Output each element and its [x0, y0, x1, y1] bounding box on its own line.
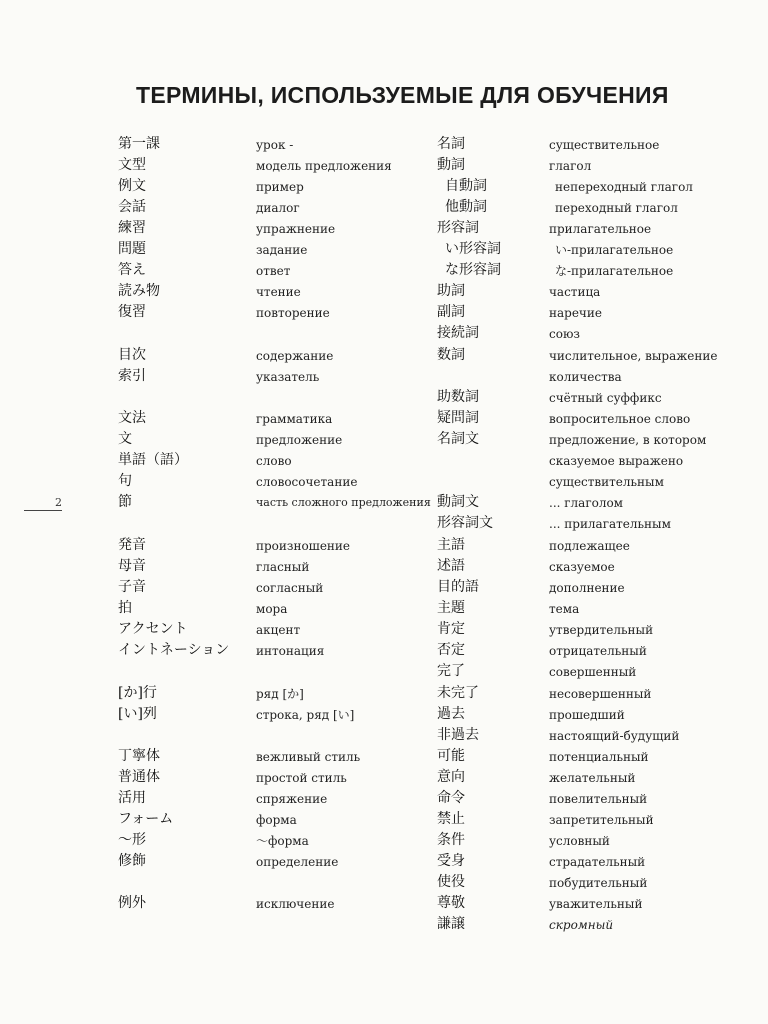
term-japanese: [い]列 — [118, 706, 157, 722]
page-number: 2 — [24, 496, 62, 511]
term-row — [118, 556, 438, 577]
term-japanese: 普通体 — [118, 769, 160, 785]
term-russian: повелительный — [549, 792, 648, 806]
term-russian: скромный — [549, 918, 614, 932]
term-row — [437, 471, 757, 492]
term-row — [118, 429, 438, 450]
term-japanese: 未完了 — [437, 685, 479, 701]
term-japanese: 会話 — [118, 199, 146, 215]
term-japanese: 非過去 — [437, 727, 479, 743]
term-japanese: 過去 — [437, 706, 465, 722]
term-russian: побудительный — [549, 876, 648, 890]
term-russian: прилагательное — [549, 222, 652, 236]
term-russian: указатель — [256, 370, 320, 384]
term-russian: исключение — [256, 897, 335, 911]
term-row — [118, 134, 438, 155]
term-russian: сказуемое — [549, 560, 615, 574]
term-russian: подлежащее — [549, 539, 630, 553]
term-russian: потенциальный — [549, 750, 649, 764]
term-russian: страдательный — [549, 855, 646, 869]
term-japanese: 主題 — [437, 600, 465, 616]
term-russian: существительным — [549, 475, 664, 489]
term-row — [437, 725, 757, 746]
term-russian: слово — [256, 454, 292, 468]
term-japanese: 他動詞 — [445, 199, 487, 215]
term-russian: несовершенный — [549, 687, 652, 701]
term-row — [118, 577, 438, 598]
term-russian: союз — [549, 327, 580, 341]
term-russian: пример — [256, 180, 304, 194]
term-japanese: 否定 — [437, 642, 465, 658]
term-russian: предложение, в котором — [549, 433, 707, 447]
term-russian: упражнение — [256, 222, 336, 236]
term-japanese: 命令 — [437, 790, 465, 806]
term-japanese: 動詞文 — [437, 494, 479, 510]
term-russian: мора — [256, 602, 288, 616]
term-row — [437, 683, 757, 704]
term-row — [437, 281, 757, 302]
term-row — [437, 513, 757, 534]
term-japanese: 第一課 — [118, 136, 160, 152]
term-russian: урок - — [256, 138, 294, 152]
term-japanese: 読み物 — [118, 283, 160, 299]
term-japanese: 述語 — [437, 558, 465, 574]
term-row — [437, 345, 757, 366]
term-row — [118, 704, 438, 725]
term-japanese: 受身 — [437, 853, 465, 869]
term-row — [118, 746, 438, 767]
term-russian: произношение — [256, 539, 351, 553]
term-row — [118, 260, 438, 281]
term-japanese: 句 — [118, 473, 132, 489]
term-russian: диалог — [256, 201, 300, 215]
term-row — [437, 619, 757, 640]
term-row — [118, 767, 438, 788]
term-row — [437, 323, 757, 344]
term-row — [118, 788, 438, 809]
term-japanese: 単語（語） — [118, 452, 188, 468]
term-row — [437, 197, 757, 218]
term-japanese: 例外 — [118, 895, 146, 911]
term-russian: числительное, выражение — [549, 349, 718, 363]
term-row — [118, 218, 438, 239]
term-row — [118, 598, 438, 619]
term-japanese: 副詞 — [437, 304, 465, 320]
term-row — [118, 851, 438, 872]
term-row — [437, 366, 757, 387]
term-row — [118, 408, 438, 429]
term-russian: дополнение — [549, 581, 625, 595]
term-row — [437, 640, 757, 661]
term-row — [437, 387, 757, 408]
term-russian: словосочетание — [256, 475, 358, 489]
term-japanese: 肯定 — [437, 621, 465, 637]
term-row — [437, 830, 757, 851]
term-russian: な-прилагательное — [555, 264, 674, 278]
term-row — [118, 450, 438, 471]
term-russian: содержание — [256, 349, 334, 363]
term-row — [118, 492, 438, 513]
term-row — [118, 302, 438, 323]
term-row — [118, 619, 438, 640]
term-row — [437, 851, 757, 872]
term-japanese: ～形 — [118, 832, 146, 848]
term-russian: наречие — [549, 306, 602, 320]
term-russian: глагол — [549, 159, 592, 173]
term-russian: количества — [549, 370, 622, 384]
term-row — [118, 640, 438, 661]
term-russian: спряжение — [256, 792, 328, 806]
term-japanese: 接続詞 — [437, 325, 479, 341]
term-japanese: [か]行 — [118, 685, 157, 701]
term-russian: утвердительный — [549, 623, 654, 637]
term-japanese: 禁止 — [437, 811, 465, 827]
term-row — [118, 535, 438, 556]
term-row — [118, 893, 438, 914]
term-russian: интонация — [256, 644, 325, 658]
term-japanese: 目次 — [118, 347, 146, 363]
term-japanese: 可能 — [437, 748, 465, 764]
term-japanese: 子音 — [118, 579, 146, 595]
term-russian: прошедший — [549, 708, 625, 722]
term-russian: い-прилагательное — [555, 243, 674, 257]
term-row — [437, 239, 757, 260]
page-title: ТЕРМИНЫ, ИСПОЛЬЗУЕМЫЕ ДЛЯ ОБУЧЕНИЯ — [136, 82, 669, 108]
term-japanese: 発音 — [118, 537, 146, 553]
term-row — [437, 914, 757, 935]
term-russian: грамматика — [256, 412, 333, 426]
term-row — [437, 218, 757, 239]
term-row — [118, 345, 438, 366]
term-japanese: 助数詞 — [437, 389, 479, 405]
term-row — [437, 302, 757, 323]
term-russian: ответ — [256, 264, 291, 278]
term-row — [437, 893, 757, 914]
term-row — [118, 281, 438, 302]
term-row — [437, 746, 757, 767]
term-japanese: 謙譲 — [437, 916, 465, 932]
term-japanese: 条件 — [437, 832, 465, 848]
term-japanese: 練習 — [118, 220, 146, 236]
term-russian: часть сложного предложения — [256, 496, 431, 509]
term-russian: переходный глагол — [555, 201, 678, 215]
term-japanese: 例文 — [118, 178, 146, 194]
term-row — [118, 197, 438, 218]
term-japanese: 丁寧体 — [118, 748, 160, 764]
term-russian: вопросительное слово — [549, 412, 691, 426]
term-row — [437, 260, 757, 281]
term-russian: существительное — [549, 138, 660, 152]
term-japanese: 目的語 — [437, 579, 479, 595]
term-russian: задание — [256, 243, 308, 257]
term-russian: согласный — [256, 581, 324, 595]
term-row — [437, 134, 757, 155]
term-row — [437, 767, 757, 788]
term-russian: желательный — [549, 771, 636, 785]
term-japanese: 助詞 — [437, 283, 465, 299]
term-japanese: 名詞文 — [437, 431, 479, 447]
term-japanese: 復習 — [118, 304, 146, 320]
term-japanese: 文 — [118, 431, 132, 447]
term-row — [437, 809, 757, 830]
term-row — [118, 366, 438, 387]
term-russian: строка, ряд [い] — [256, 708, 355, 722]
term-japanese: な形容詞 — [445, 262, 501, 278]
term-row — [437, 556, 757, 577]
term-row — [437, 429, 757, 450]
term-russian: условный — [549, 834, 610, 848]
term-row — [437, 155, 757, 176]
term-row — [118, 155, 438, 176]
term-japanese: 索引 — [118, 368, 146, 384]
term-row — [437, 598, 757, 619]
term-japanese: い形容詞 — [445, 241, 501, 257]
term-japanese: イントネーション — [118, 642, 230, 658]
term-row — [437, 450, 757, 471]
term-japanese: 自動詞 — [445, 178, 487, 194]
term-russian: предложение — [256, 433, 343, 447]
term-row — [437, 176, 757, 197]
term-russian: вежливый стиль — [256, 750, 361, 764]
term-japanese: 修飾 — [118, 853, 146, 869]
term-row — [118, 239, 438, 260]
term-japanese: 活用 — [118, 790, 146, 806]
term-row — [437, 408, 757, 429]
term-russian: ряд [か] — [256, 687, 304, 701]
term-russian: чтение — [256, 285, 301, 299]
term-russian: форма — [256, 813, 297, 827]
term-japanese: 答え — [118, 262, 146, 278]
term-japanese: 拍 — [118, 600, 132, 616]
term-row — [437, 492, 757, 513]
term-japanese: 主語 — [437, 537, 465, 553]
term-japanese: 節 — [118, 494, 132, 510]
term-japanese: 使役 — [437, 874, 465, 890]
term-row — [437, 577, 757, 598]
term-russian: тема — [549, 602, 580, 616]
term-russian: частица — [549, 285, 601, 299]
term-row — [118, 683, 438, 704]
term-russian: настоящий-будущий — [549, 729, 680, 743]
term-japanese: 動詞 — [437, 157, 465, 173]
term-russian: счётный суффикс — [549, 391, 662, 405]
term-row — [437, 535, 757, 556]
term-russian: непереходный глагол — [555, 180, 693, 194]
term-japanese: 疑問詞 — [437, 410, 479, 426]
term-japanese: 意向 — [437, 769, 465, 785]
term-russian: ... глаголом — [549, 496, 624, 510]
term-row — [437, 872, 757, 893]
term-row — [437, 704, 757, 725]
term-russian: определение — [256, 855, 339, 869]
term-row — [118, 830, 438, 851]
term-japanese: 形容詞文 — [437, 515, 493, 531]
term-japanese: 文法 — [118, 410, 146, 426]
term-japanese: 名詞 — [437, 136, 465, 152]
term-japanese: フォーム — [118, 811, 174, 827]
term-japanese: 問題 — [118, 241, 146, 257]
term-row — [437, 788, 757, 809]
term-russian: гласный — [256, 560, 310, 574]
term-russian: сказуемое выражено — [549, 454, 684, 468]
term-russian: простой стиль — [256, 771, 347, 785]
term-russian: акцент — [256, 623, 301, 637]
term-japanese: 完了 — [437, 663, 465, 679]
term-russian: запретительный — [549, 813, 654, 827]
term-japanese: 数詞 — [437, 347, 465, 363]
term-russian: совершенный — [549, 665, 637, 679]
term-russian: повторение — [256, 306, 330, 320]
term-russian: ～форма — [256, 834, 309, 848]
term-japanese: アクセント — [118, 621, 188, 637]
term-japanese: 母音 — [118, 558, 146, 574]
term-row — [118, 176, 438, 197]
term-row — [118, 471, 438, 492]
term-russian: модель предложения — [256, 159, 392, 173]
term-japanese: 文型 — [118, 157, 146, 173]
term-russian: уважительный — [549, 897, 643, 911]
term-row — [437, 661, 757, 682]
term-japanese: 形容詞 — [437, 220, 479, 236]
term-japanese: 尊敬 — [437, 895, 465, 911]
term-row — [118, 809, 438, 830]
term-russian: отрицательный — [549, 644, 647, 658]
term-russian: ... прилагательным — [549, 517, 671, 531]
